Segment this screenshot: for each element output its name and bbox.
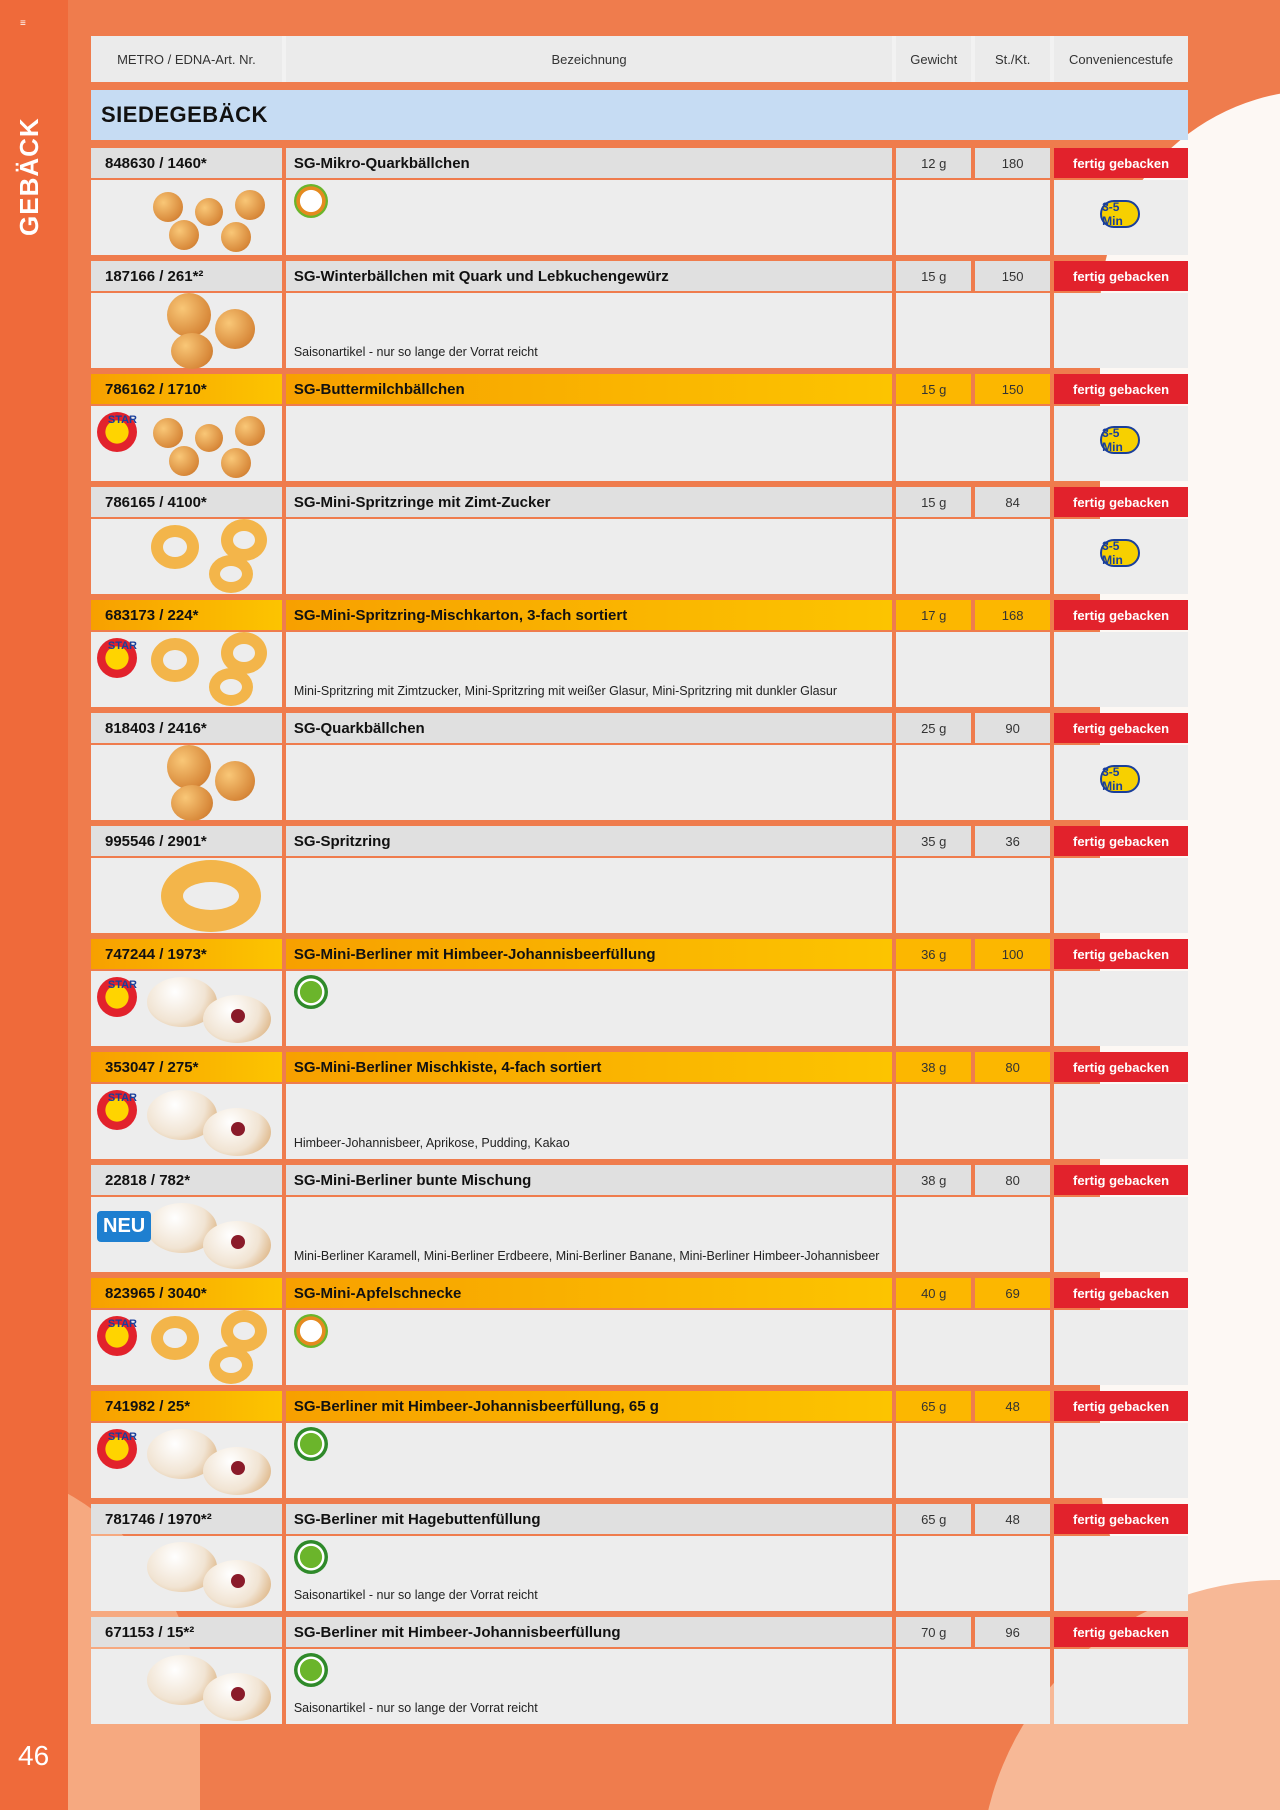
table-row	[91, 1504, 1188, 1617]
product-qty: 80	[975, 1165, 1050, 1195]
product-info	[286, 1423, 892, 1498]
article-number: 671153 / 15*²	[91, 1617, 282, 1647]
product-image	[91, 1084, 282, 1159]
product-weight: 38 g	[896, 1052, 971, 1082]
article-number: 823965 / 3040*	[91, 1278, 282, 1308]
convenience-cell	[1054, 293, 1188, 368]
product-weight: 36 g	[896, 939, 971, 969]
product-info	[286, 1536, 892, 1611]
timer-icon: 3-5 Min	[1100, 539, 1140, 567]
product-name: SG-Mini-Berliner mit Himbeer-Johannisbeerfüllung	[286, 939, 892, 969]
product-weight: 40 g	[896, 1278, 971, 1308]
product-qty: 90	[975, 713, 1050, 743]
empty-cell	[896, 180, 1050, 255]
article-number: 187166 / 261*²	[91, 261, 282, 291]
product-image	[91, 1536, 282, 1611]
empty-cell	[896, 632, 1050, 707]
product-weight: 65 g	[896, 1391, 971, 1421]
product-table	[91, 36, 1188, 1730]
table-row	[91, 487, 1188, 600]
product-qty: 168	[975, 600, 1050, 630]
product-name: SG-Spritzring	[286, 826, 892, 856]
star-icon: STAR	[97, 1090, 137, 1130]
convenience-stage: fertig gebacken	[1054, 1165, 1188, 1195]
convenience-cell	[1054, 971, 1188, 1046]
convenience-stage: fertig gebacken	[1054, 1617, 1188, 1647]
vegetarian-badge-icon	[294, 1653, 328, 1687]
empty-cell	[896, 1423, 1050, 1498]
product-weight: 35 g	[896, 826, 971, 856]
product-qty: 84	[975, 487, 1050, 517]
convenience-cell	[1054, 406, 1188, 481]
convenience-cell	[1054, 180, 1188, 255]
product-image	[91, 180, 282, 255]
star-icon: STAR	[97, 412, 137, 452]
convenience-stage: fertig gebacken	[1054, 1052, 1188, 1082]
natural-badge-icon	[294, 1314, 328, 1348]
article-number: 353047 / 275*	[91, 1052, 282, 1082]
product-description: Saisonartikel - nur so lange der Vorrat reicht	[293, 345, 538, 359]
product-image	[91, 293, 282, 368]
convenience-cell	[1054, 632, 1188, 707]
product-info	[286, 180, 892, 255]
convenience-cell	[1054, 1084, 1188, 1159]
article-number: 741982 / 25*	[91, 1391, 282, 1421]
empty-cell	[896, 519, 1050, 594]
header-name: Bezeichnung	[286, 36, 892, 82]
empty-cell	[896, 1536, 1050, 1611]
product-name: SG-Mini-Berliner Mischkiste, 4-fach sortiert	[286, 1052, 892, 1082]
product-image	[91, 1649, 282, 1724]
product-weight: 15 g	[896, 374, 971, 404]
product-name: SG-Mini-Spritzring-Mischkarton, 3-fach sortiert	[286, 600, 892, 630]
product-info	[286, 1310, 892, 1385]
convenience-stage: fertig gebacken	[1054, 148, 1188, 178]
product-weight: 25 g	[896, 713, 971, 743]
product-name: SG-Mini-Apfelschnecke	[286, 1278, 892, 1308]
empty-cell	[896, 971, 1050, 1046]
convenience-stage: fertig gebacken	[1054, 939, 1188, 969]
product-info	[286, 519, 892, 594]
product-image	[91, 971, 282, 1046]
product-image	[91, 1310, 282, 1385]
empty-cell	[896, 1310, 1050, 1385]
menu-icon: ≡	[20, 18, 26, 29]
product-qty: 150	[975, 374, 1050, 404]
table-row	[91, 148, 1188, 261]
page-number: 46	[18, 1740, 50, 1771]
header-weight: Gewicht	[896, 36, 971, 82]
empty-cell	[896, 1197, 1050, 1272]
convenience-cell	[1054, 519, 1188, 594]
table-row	[91, 600, 1188, 713]
article-number: 22818 / 782*	[91, 1165, 282, 1195]
product-weight: 15 g	[896, 261, 971, 291]
vegetarian-badge-icon	[294, 1540, 328, 1574]
empty-cell	[896, 858, 1050, 933]
convenience-stage: fertig gebacken	[1054, 1391, 1188, 1421]
table-row	[91, 713, 1188, 826]
product-name: SG-Berliner mit Himbeer-Johannisbeerfüllung, 65 g	[286, 1391, 892, 1421]
convenience-stage: fertig gebacken	[1054, 713, 1188, 743]
table-row	[91, 939, 1188, 1052]
product-name: SG-Buttermilchbällchen	[286, 374, 892, 404]
product-weight: 38 g	[896, 1165, 971, 1195]
product-name: SG-Berliner mit Himbeer-Johannisbeerfüllung	[286, 1617, 892, 1647]
convenience-cell	[1054, 1423, 1188, 1498]
product-description: Saisonartikel - nur so lange der Vorrat reicht	[293, 1588, 538, 1602]
article-number: 683173 / 224*	[91, 600, 282, 630]
vegetarian-badge-icon	[294, 1427, 328, 1461]
product-info	[286, 745, 892, 820]
convenience-stage: fertig gebacken	[1054, 1504, 1188, 1534]
header-stage: Conveniencestufe	[1054, 36, 1188, 82]
product-qty: 48	[975, 1391, 1050, 1421]
product-name: SG-Mikro-Quarkbällchen	[286, 148, 892, 178]
product-qty: 48	[975, 1504, 1050, 1534]
product-weight: 15 g	[896, 487, 971, 517]
product-qty: 100	[975, 939, 1050, 969]
table-row	[91, 1278, 1188, 1391]
table-row	[91, 1165, 1188, 1278]
convenience-stage: fertig gebacken	[1054, 374, 1188, 404]
timer-icon: 3-5 Min	[1100, 200, 1140, 228]
convenience-cell	[1054, 1649, 1188, 1724]
product-info	[286, 1649, 892, 1724]
empty-cell	[896, 1084, 1050, 1159]
product-image	[91, 1197, 282, 1272]
star-icon: STAR	[97, 1429, 137, 1469]
product-weight: 65 g	[896, 1504, 971, 1534]
product-qty: 69	[975, 1278, 1050, 1308]
timer-icon: 3-5 Min	[1100, 765, 1140, 793]
header-qty: St./Kt.	[975, 36, 1050, 82]
empty-cell	[896, 745, 1050, 820]
product-qty: 150	[975, 261, 1050, 291]
star-icon: STAR	[97, 977, 137, 1017]
table-header	[91, 36, 1188, 82]
product-image	[91, 1423, 282, 1498]
convenience-cell	[1054, 745, 1188, 820]
table-row	[91, 1052, 1188, 1165]
product-name: SG-Winterbällchen mit Quark und Lebkuchengewürz	[286, 261, 892, 291]
article-number: 747244 / 1973*	[91, 939, 282, 969]
product-image	[91, 632, 282, 707]
product-info	[286, 632, 892, 707]
product-name: SG-Mini-Berliner bunte Mischung	[286, 1165, 892, 1195]
empty-cell	[896, 1649, 1050, 1724]
vegetarian-badge-icon	[294, 975, 328, 1009]
product-image	[91, 745, 282, 820]
product-weight: 17 g	[896, 600, 971, 630]
natural-badge-icon	[294, 184, 328, 218]
article-number: 786165 / 4100*	[91, 487, 282, 517]
star-icon: STAR	[97, 1316, 137, 1356]
product-weight: 70 g	[896, 1617, 971, 1647]
sidebar	[0, 0, 68, 1810]
product-info	[286, 971, 892, 1046]
table-row	[91, 374, 1188, 487]
empty-cell	[896, 406, 1050, 481]
table-row	[91, 1391, 1188, 1504]
star-icon: STAR	[97, 638, 137, 678]
product-info	[286, 1084, 892, 1159]
product-description: Mini-Spritzring mit Zimtzucker, Mini-Spritzring mit weißer Glasur, Mini-Spritzring mit dunkler Glasur	[293, 684, 837, 698]
product-name: SG-Quarkbällchen	[286, 713, 892, 743]
product-weight: 12 g	[896, 148, 971, 178]
product-qty: 180	[975, 148, 1050, 178]
convenience-cell	[1054, 858, 1188, 933]
empty-cell	[896, 293, 1050, 368]
section-title: SIEDEGEBÄCK	[91, 90, 1188, 140]
product-description: Saisonartikel - nur so lange der Vorrat reicht	[293, 1701, 538, 1715]
convenience-cell	[1054, 1310, 1188, 1385]
article-number: 818403 / 2416*	[91, 713, 282, 743]
convenience-stage: fertig gebacken	[1054, 261, 1188, 291]
product-qty: 36	[975, 826, 1050, 856]
convenience-stage: fertig gebacken	[1054, 826, 1188, 856]
product-qty: 96	[975, 1617, 1050, 1647]
article-number: 781746 / 1970*²	[91, 1504, 282, 1534]
product-info	[286, 1197, 892, 1272]
product-info	[286, 858, 892, 933]
timer-icon: 3-5 Min	[1100, 426, 1140, 454]
product-name: SG-Mini-Spritzringe mit Zimt-Zucker	[286, 487, 892, 517]
article-number: 848630 / 1460*	[91, 148, 282, 178]
product-image	[91, 858, 282, 933]
product-info	[286, 406, 892, 481]
product-description: Himbeer-Johannisbeer, Aprikose, Pudding, Kakao	[293, 1136, 570, 1150]
product-rows	[91, 148, 1188, 1730]
convenience-cell	[1054, 1536, 1188, 1611]
table-row	[91, 826, 1188, 939]
product-description: Mini-Berliner Karamell, Mini-Berliner Erdbeere, Mini-Berliner Banane, Mini-Berliner Himbeer-Johannisbeer	[293, 1249, 880, 1263]
sidebar-title: GEBÄCK	[14, 117, 44, 236]
convenience-cell	[1054, 1197, 1188, 1272]
article-number: 995546 / 2901*	[91, 826, 282, 856]
header-art-nr: METRO / EDNA-Art. Nr.	[91, 36, 282, 82]
product-name: SG-Berliner mit Hagebuttenfüllung	[286, 1504, 892, 1534]
neu-badge: NEU	[97, 1211, 151, 1242]
table-row	[91, 261, 1188, 374]
table-row	[91, 1617, 1188, 1730]
product-qty: 80	[975, 1052, 1050, 1082]
product-image	[91, 406, 282, 481]
article-number: 786162 / 1710*	[91, 374, 282, 404]
convenience-stage: fertig gebacken	[1054, 600, 1188, 630]
convenience-stage: fertig gebacken	[1054, 1278, 1188, 1308]
product-info	[286, 293, 892, 368]
convenience-stage: fertig gebacken	[1054, 487, 1188, 517]
product-image	[91, 519, 282, 594]
